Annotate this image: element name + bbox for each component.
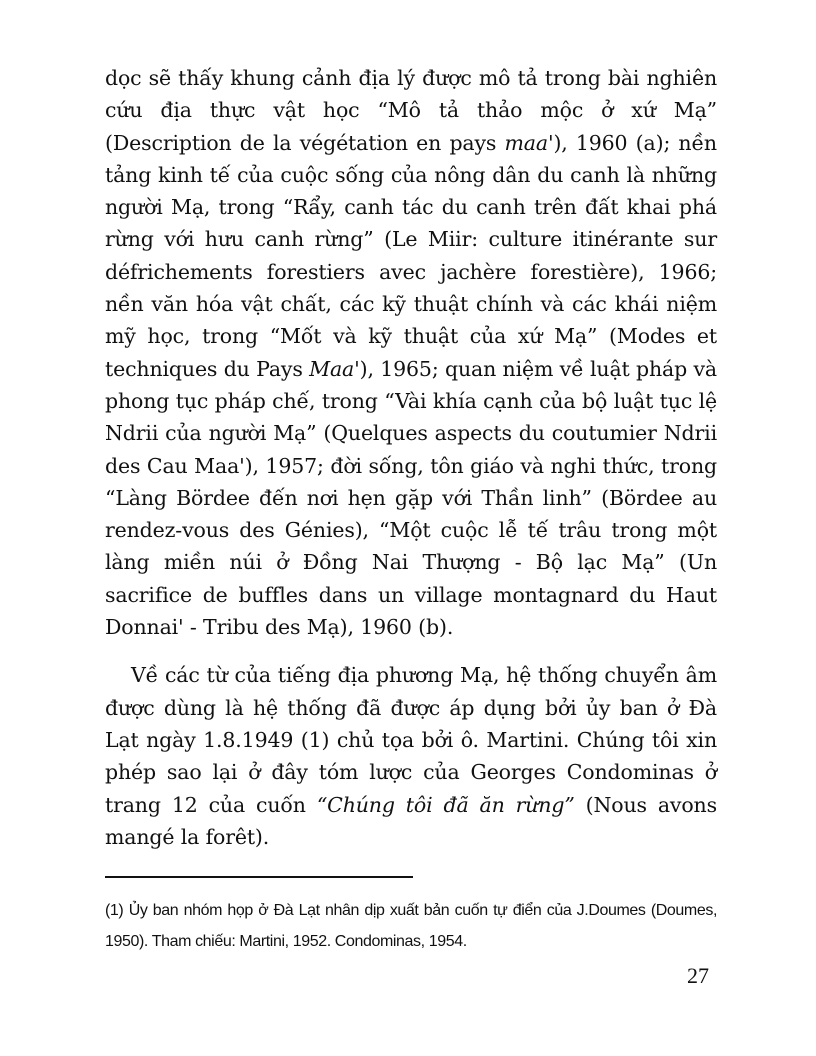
page-body: [105, 62, 717, 853]
paragraph-1-italic-maa-2: Maa': [309, 356, 360, 381]
paragraph-1-italic-maa: maa: [504, 130, 548, 155]
body-paragraph-2: [105, 659, 717, 853]
body-paragraph-1: [105, 62, 717, 643]
paragraph-2-text-part-2: (Nous avons mangé la forêt).: [105, 792, 717, 849]
paragraph-1-text-part-1: dọc sẽ thấy khung cảnh địa lý được mô tả trong bài nghiên cứu địa thực vật học “Mô tả thảo mộc ở xứ Mạ” (Description de la végétation en pays: [105, 66, 717, 155]
paragraph-1-text-part-3: ), 1965; quan niệm về luật pháp và phong tục pháp chế, trong “Vài khía cạnh của bộ luật tục lệ Ndrii của người Mạ” (Quelques aspects du coutumier Ndrii des Cau Maa'), 1957; đời sống, tôn giáo và nghi thức, trong “Làng Bördee đến nơi hẹn gặp với Thần linh” (Bördee au rendez-vous des Génies), “Một cuộc lễ tế trâu trong một làng miền núi ở Đồng Nai Thượng - Bộ lạc Mạ” (Un sacrifice de buffles dans un village montagnard du Haut Donnai' - Tribu des Mạ), 1960 (b).: [105, 356, 717, 640]
footnote-divider: [105, 876, 413, 878]
page-number: 27: [687, 963, 709, 988]
paragraph-1-text-part-2: '), 1960 (a); nền tảng kinh tế của cuộc sống của nông dân du canh là những người Mạ, trong “Rẩy, canh tác du canh trên đất khai phá rừng với hưu canh rừng” (Le Miir: culture itinérante sur défrichements forestiers avec jachère forestière), 1966; nền văn hóa vật chất, các kỹ thuật chính và các khái niệm mỹ học, trong “Mốt và kỹ thuật của xứ Mạ” (Modes et techniques du Pays: [105, 130, 717, 381]
paragraph-2-italic-book-title: “Chúng tôi đã ăn rừng”: [316, 792, 575, 817]
footnote: (1) Ủy ban nhóm họp ở Đà Lạt nhân dịp xuất bản cuốn tự điển của J.Doumes (Doumes, 1950). Tham chiếu: Martini, 1952. Condominas, 1954.: [105, 902, 717, 950]
paragraph-2-text-part-1: Về các từ của tiếng địa phương Mạ, hệ thống chuyển âm được dùng là hệ thống đã được áp dụng bởi ủy ban ở Đà Lạt ngày 1.8.1949 (1) chủ tọa bởi ô. Martini. Chúng tôi xin phép sao lại ở đây tóm lược của Georges Condominas ở trang 12 của cuốn: [105, 663, 717, 817]
